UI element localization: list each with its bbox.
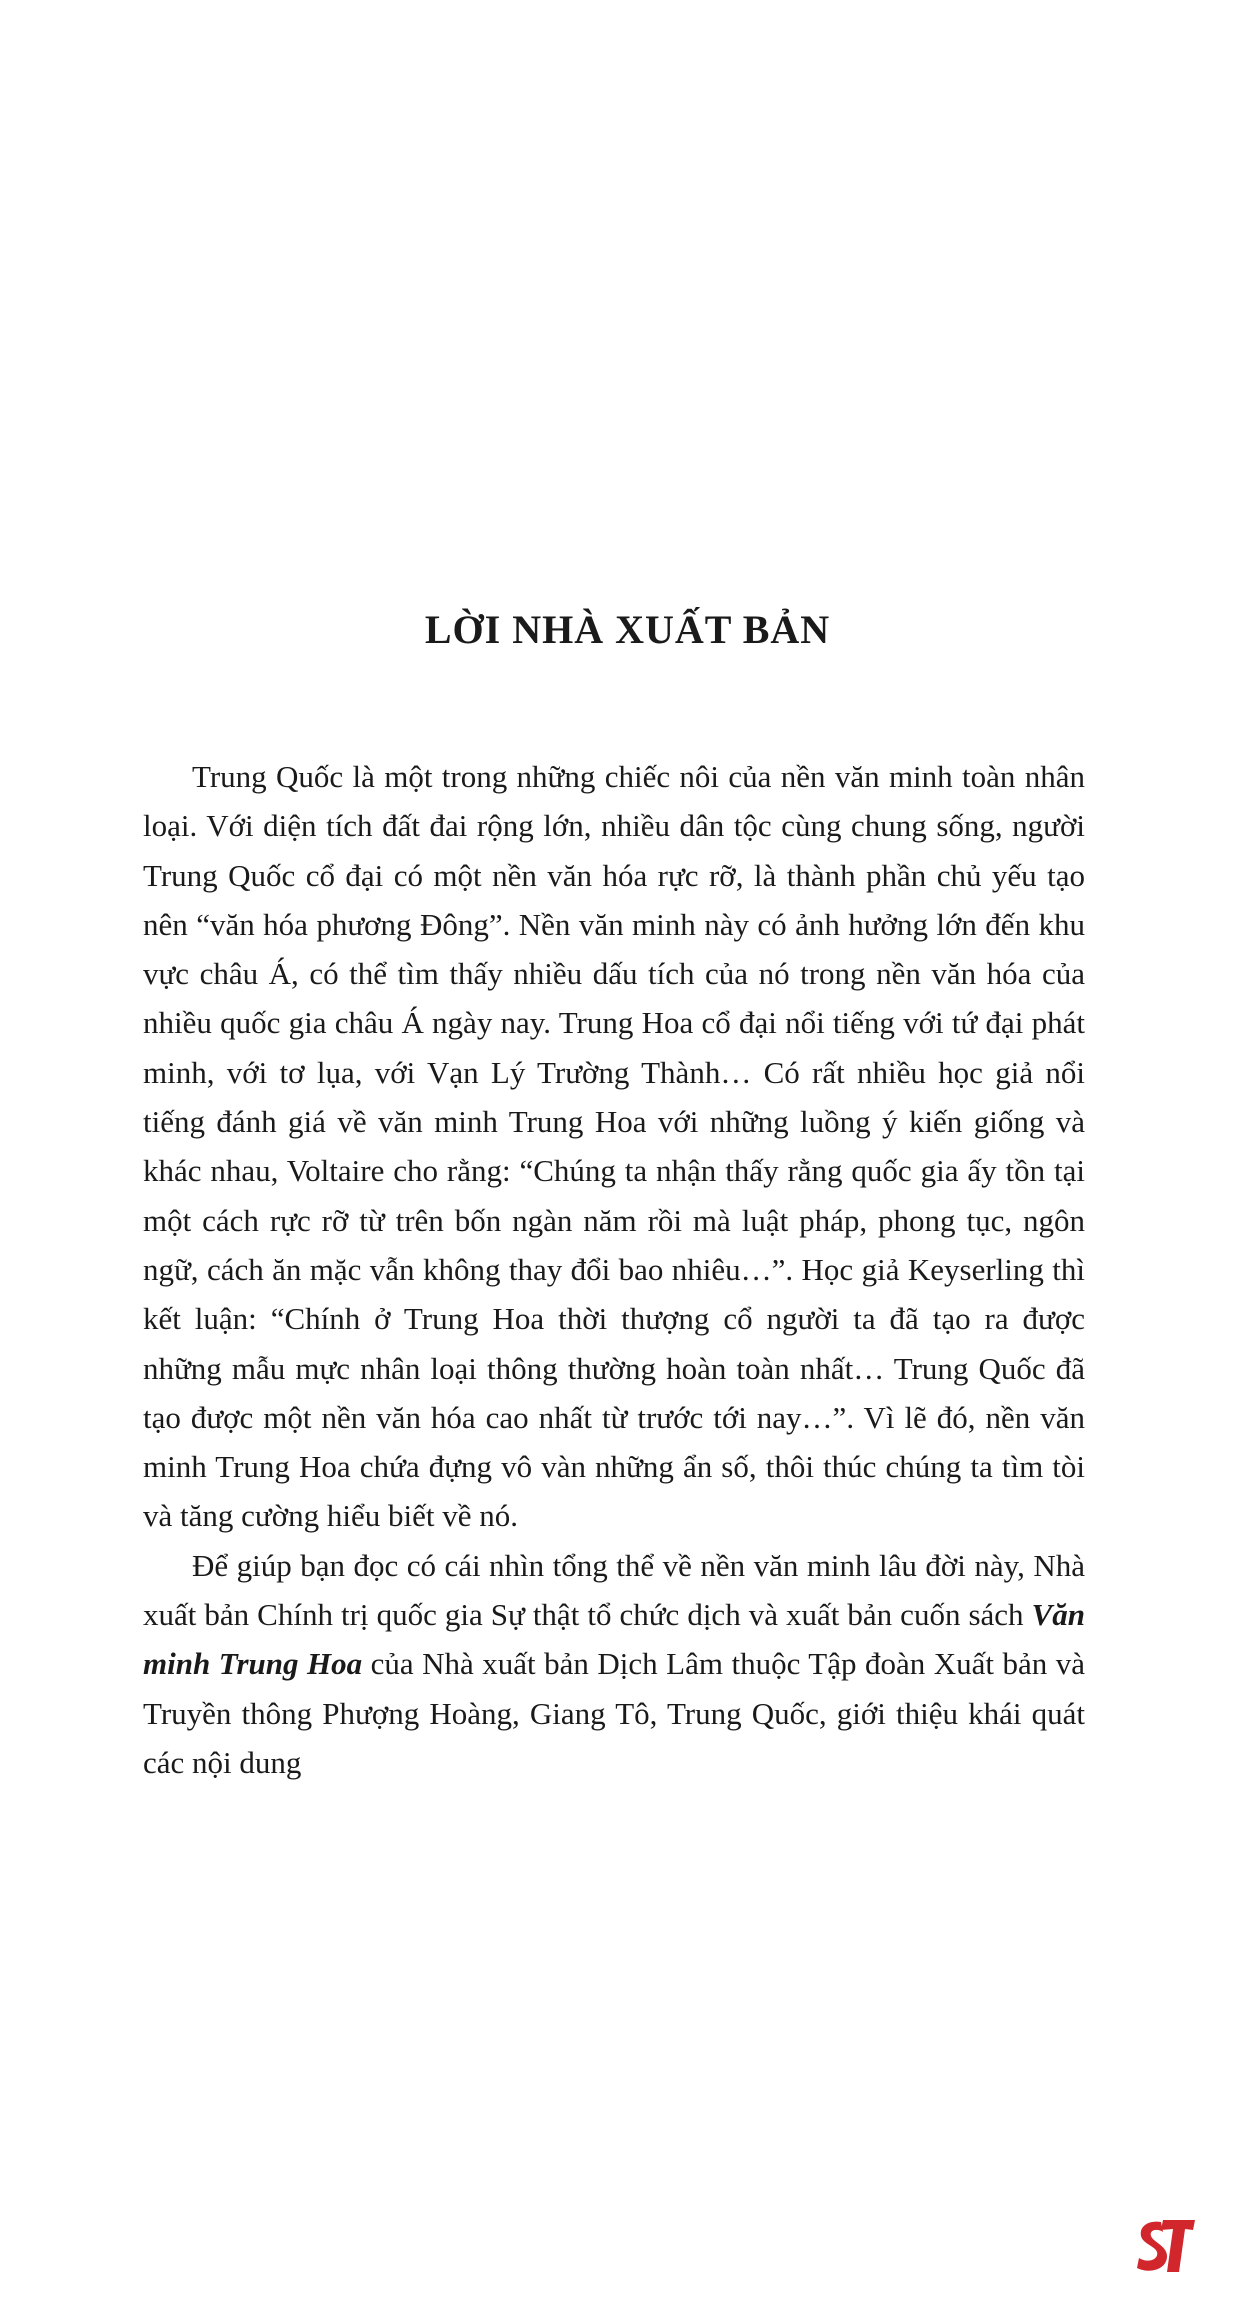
paragraph-2-after: của Nhà xuất bản Dịch Lâm thuộc Tập đoàn Xuất bản và Truyền thông Phượng Hoàng, Giang Tô, Trung Quốc, giới thiệu khái quát các nội dung — [143, 1646, 1085, 1780]
paragraph-2-before: Để giúp bạn đọc có cái nhìn tổng thể về nền văn minh lâu đời này, Nhà xuất bản Chính trị quốc gia Sự thật tổ chức dịch và xuất bản cuốn sách — [143, 1547, 1085, 1633]
paragraph-2 — [143, 1541, 1085, 1787]
book-title: Văn minh Trung Hoa — [143, 1597, 1085, 1682]
body-text — [143, 752, 1085, 1787]
paragraph-1: Trung Quốc là một trong những chiếc nôi của nền văn minh toàn nhân loại. Với diện tích đất đai rộng lớn, nhiều dân tộc cùng chung sống, người Trung Quốc cổ đại có một nền văn hóa rực rỡ, là thành phần chủ yếu tạo nên “văn hóa phương Đông”. Nền văn minh này có ảnh hưởng lớn đến khu vực châu Á, có thể tìm thấy nhiều dấu tích của nó trong nền văn hóa của nhiều quốc gia châu Á ngày nay. Trung Hoa cổ đại nổi tiếng với tứ đại phát minh, với tơ lụa, với Vạn Lý Trường Thành… Có rất nhiều học giả nổi tiếng đánh giá về văn minh Trung Hoa với những luồng ý kiến giống và khác nhau, Voltaire cho rằng: “Chúng ta nhận thấy rằng quốc gia ấy tồn tại một cách rực rỡ từ trên bốn ngàn năm rồi mà luật pháp, phong tục, ngôn ngữ, cách ăn mặc vẫn không thay đổi bao nhiêu…”. Học giả Keyserling thì kết luận: “Chính ở Trung Hoa thời thượng cổ người ta đã tạo ra được những mẫu mực nhân loại thông thường hoàn toàn nhất… Trung Quốc đã tạo được một nền văn hóa cao nhất từ trước tới nay…”. Vì lẽ đó, nền văn minh Trung Hoa chứa đựng vô vàn những ẩn số, thôi thúc chúng ta tìm tòi và tăng cường hiểu biết về nó. — [143, 759, 1085, 1534]
publisher-logo-icon — [1133, 2214, 1197, 2278]
page-title: LỜI NHÀ XUẤT BẢN — [424, 607, 831, 652]
